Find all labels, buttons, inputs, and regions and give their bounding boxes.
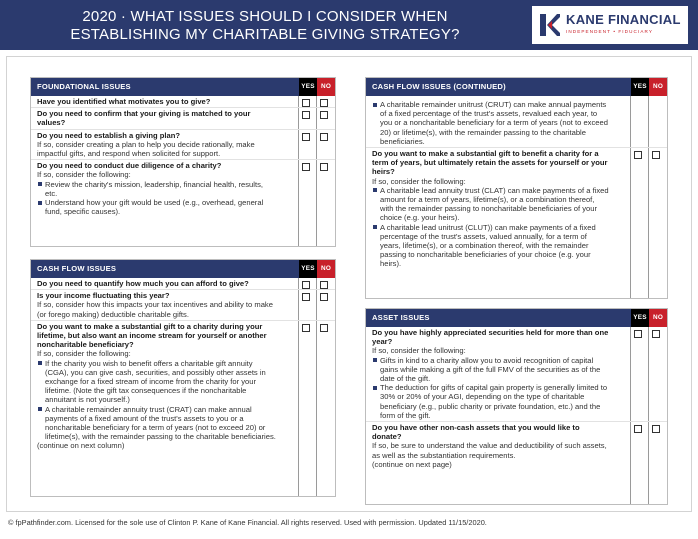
no-checkbox[interactable] <box>320 163 328 171</box>
question-item: Is your income fluctuating this year? If so, consider how this impacts your tax incentives and ability to make (or forego making) deductible charitable gifts. <box>31 290 335 321</box>
question-item: Do you need to establish a giving plan? If so, consider creating a plan to help you decide rationally, make impactful gifts, and respond when solicited for support. <box>31 130 335 161</box>
yes-column-header: YES <box>299 260 317 278</box>
no-column-header: NO <box>649 78 667 96</box>
question-item: Do you need to confirm that your giving is matched to your values? <box>31 108 335 129</box>
bullet-icon <box>373 225 377 229</box>
cash-flow-continued-panel <box>365 77 668 299</box>
no-checkbox[interactable] <box>652 330 660 338</box>
no-checkbox[interactable] <box>320 133 328 141</box>
yes-column-header: YES <box>631 309 649 327</box>
bullet-icon <box>373 188 377 192</box>
yes-checkbox[interactable] <box>634 425 642 433</box>
bullet-icon <box>373 358 377 362</box>
asset-issues-panel <box>365 308 668 505</box>
bullet-icon <box>373 103 377 107</box>
panel-body <box>366 327 667 504</box>
cash-flow-issues-panel <box>30 259 336 497</box>
question-item: Do you have highly appreciated securities held for more than one year? If so, consider the following: Gifts in kind to a charity allow you to avoid recognition of capital gains while making a gift of the full FMV of the securities as of the date of the gift. The deduction for gifts of capital gain property is generally limited to 30% or 20% of your AGI, depending on the type of charitable beneficiary (e.g., public charity or private foundation, etc.) and the form of the gift. <box>366 327 667 422</box>
yes-column-header: YES <box>631 78 649 96</box>
yes-checkbox[interactable] <box>302 99 310 107</box>
panel-body <box>31 278 335 496</box>
question-item: Do you want to make a substantial gift to benefit a charity for a term of years, but ultimately retain the assets for yourself or your heirs? If so, consider the following: A charitable lead annuity trust (CLAT) can make payments of a fixed amount for a term of years, lifetime(s), or a combination thereof, with the remainder passing to noncharitable beneficiaries of your choice (e.g. your heirs). A charitable lead unitrust (CLUT)) can make payments of a fixed percentage of the trust's assets, valued annually, for a term of years, lifetime(s), or a combination thereof, with the remainder passing to noncharitable beneficiaries of your choice (e.g. your heirs). <box>366 148 667 270</box>
continue-note: (continue on next page) <box>372 459 452 469</box>
no-checkbox[interactable] <box>652 151 660 159</box>
bullet-icon <box>38 182 42 186</box>
question-item: Do you want to make a substantial gift to a charity during your lifetime, but also want an income stream for yourself or another noncharitable beneficiary? If so, consider the following: If the charity you wish to benefit offers a charitable gift annuity (CGA), you can give cash, securities, and possibly other assets in exchange for a fixed stream of income from the charity for your lifetime. (Note the gift tax consequences if the noncharitable annuitant is not yourself.) A charitable remainder annuity trust (CRAT) can make annual payments of a fixed amount of the trust's assets to you or a noncharitable beneficiary for a term of years (not to exceed 20) or lifetime(s), with the remainder passing to the charitable beneficiaries. (continue on next column) <box>31 321 335 452</box>
kane-logo-mark-icon <box>538 12 560 38</box>
yes-checkbox[interactable] <box>302 293 310 301</box>
yes-checkbox[interactable] <box>634 151 642 159</box>
no-column-header: NO <box>317 260 335 278</box>
yes-checkbox[interactable] <box>302 324 310 332</box>
panel-title: FOUNDATIONAL ISSUES <box>37 82 131 91</box>
no-column-header: NO <box>649 309 667 327</box>
yes-checkbox[interactable] <box>302 163 310 171</box>
panel-body <box>366 96 667 298</box>
logo-name: KANE FINANCIAL <box>566 12 681 27</box>
bullet-icon <box>38 361 42 365</box>
company-logo <box>532 6 688 44</box>
panel-header <box>366 78 667 96</box>
no-checkbox[interactable] <box>320 293 328 301</box>
bullet-icon <box>38 407 42 411</box>
copyright-footer: © fpPathfinder.com. Licensed for the sole use of Clinton P. Kane of Kane Financial. All rights reserved. Used with permission. Updated 11/15/2020. <box>8 518 487 527</box>
no-checkbox[interactable] <box>320 99 328 107</box>
bullet-icon <box>38 201 42 205</box>
bullet-item: A charitable remainder unitrust (CRUT) can make annual payments of a fixed percentage of the trust's assets, revalued each year, to you or a noncharitable beneficiary for a term of years (not to exceed 20) or lifetime(s), with the remainder passing to the charitable beneficiaries. <box>366 96 667 148</box>
panel-title: CASH FLOW ISSUES (CONTINUED) <box>372 82 506 91</box>
no-checkbox[interactable] <box>320 281 328 289</box>
yes-column-header: YES <box>299 78 317 96</box>
panel-title: ASSET ISSUES <box>372 313 430 322</box>
no-checkbox[interactable] <box>320 324 328 332</box>
panel-title: CASH FLOW ISSUES <box>37 264 117 273</box>
page-title: 2020 · WHAT ISSUES SHOULD I CONSIDER WHEN ESTABLISHING MY CHARITABLE GIVING STRATEGY? <box>70 8 460 43</box>
panel-header <box>31 78 335 96</box>
yes-checkbox[interactable] <box>302 133 310 141</box>
yes-checkbox[interactable] <box>634 330 642 338</box>
question-item: Do you need to conduct due diligence of a charity? If so, consider the following: Review the charity's mission, leadership, financial health, results, etc. Understand how your gift would be used (e.g., overhead, general fund, specific causes). <box>31 160 335 217</box>
yes-checkbox[interactable] <box>302 111 310 119</box>
panel-header <box>366 309 667 327</box>
panel-body <box>31 96 335 246</box>
question-item: Have you identified what motivates you to give? <box>31 96 335 108</box>
yes-checkbox[interactable] <box>302 281 310 289</box>
no-checkbox[interactable] <box>320 111 328 119</box>
panel-header <box>31 260 335 278</box>
continue-note: (continue on next column) <box>37 441 125 451</box>
no-column-header: NO <box>317 78 335 96</box>
logo-tagline: INDEPENDENT • FIDUCIARY <box>566 29 653 34</box>
question-item: Do you have other non-cash assets that you would like to donate? If so, be sure to understand the value and deductibility of such assets, as well as the substantiation requirements. (continue on next page) <box>366 422 667 470</box>
foundational-issues-panel <box>30 77 336 247</box>
question-item: Do you need to quantify how much you can afford to give? <box>31 278 335 290</box>
page-header <box>0 0 698 50</box>
no-checkbox[interactable] <box>652 425 660 433</box>
bullet-icon <box>373 386 377 390</box>
